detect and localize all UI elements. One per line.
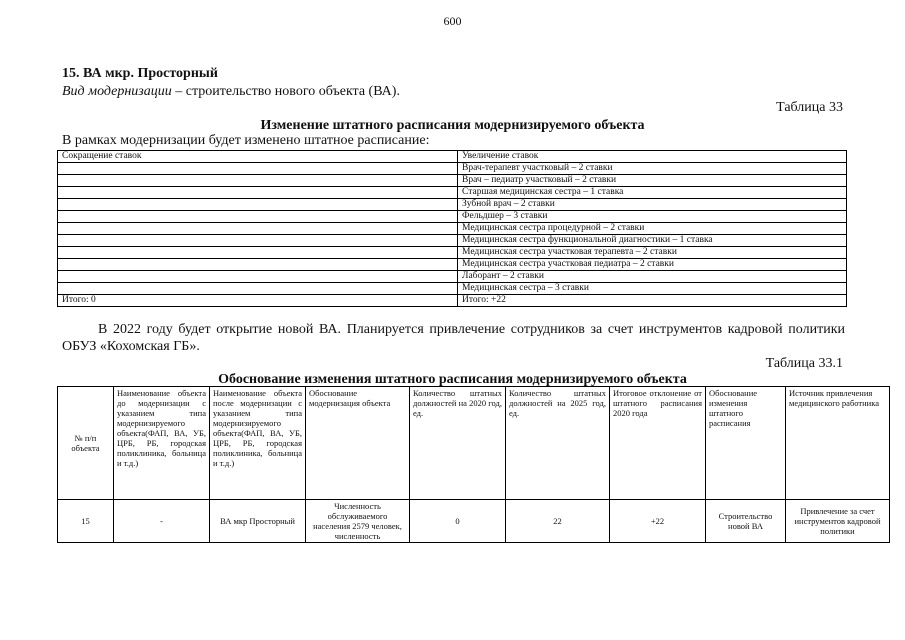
total-increase: Итого: +22 <box>458 295 847 307</box>
header-source: Источник привлечения медицинского работника <box>786 387 890 500</box>
increase-cell: Врач-терапевт участковый – 2 ставки <box>458 163 847 175</box>
increase-cell: Фельдшер – 3 ставки <box>458 211 847 223</box>
cell-source: Привлечение за счет инструментов кадровой политики <box>786 500 890 543</box>
increase-cell: Старшая медицинская сестра – 1 ставка <box>458 187 847 199</box>
reduction-cell <box>58 163 458 175</box>
cell-count-2020: 0 <box>410 500 506 543</box>
header-count-2025: Количество штатных должностей на 2025 год, ед. <box>506 387 610 500</box>
increase-cell: Лаборант – 2 ставки <box>458 271 847 283</box>
table-row <box>58 500 890 543</box>
reduction-cell <box>58 271 458 283</box>
reduction-cell <box>58 235 458 247</box>
page-number: 600 <box>443 14 462 28</box>
reduction-cell <box>58 247 458 259</box>
cell-after: ВА мкр Просторный <box>210 500 306 543</box>
reduction-cell <box>58 211 458 223</box>
table-row <box>58 211 847 223</box>
table-row <box>58 271 847 283</box>
increase-cell: Медицинская сестра процедурной – 2 ставки <box>458 223 847 235</box>
header-before: Наименование объекта до модернизации с указанием типа модернизируемого объекта(ФАП, ВА, УБ, ЦРБ, РБ, городская поликлиника, больница и т.д.) <box>114 387 210 500</box>
table-row <box>58 235 847 247</box>
table-row <box>58 283 847 295</box>
table-header-row <box>58 387 890 500</box>
header-number: № п/п объекта <box>58 387 114 500</box>
table-header-row <box>58 151 847 163</box>
table-row <box>58 223 847 235</box>
header-count-2020: Количество штатных должностей на 2020 год, ед. <box>410 387 506 500</box>
reduction-cell <box>58 223 458 235</box>
total-row <box>58 295 847 307</box>
header-after: Наименование объекта после модернизации с указанием типа модернизируемого объекта(ФАП, ВА, УБ, ЦРБ, РБ, городская поликлиника, больница и т.д.) <box>210 387 306 500</box>
header-increase: Увеличение ставок <box>458 151 847 163</box>
increase-cell: Медицинская сестра участковая педиатра – 2 ставки <box>458 259 847 271</box>
reduction-cell <box>58 259 458 271</box>
modernization-type <box>62 84 400 100</box>
table-33-1-caption: Таблица 33.1 <box>765 356 843 371</box>
reduction-cell <box>58 175 458 187</box>
cell-number: 15 <box>58 500 114 543</box>
table-33-intro: В рамках модернизации будет изменено штатное расписание: <box>62 133 430 148</box>
total-reduction: Итого: 0 <box>58 295 458 307</box>
table-33-caption: Таблица 33 <box>776 100 843 115</box>
table-33-1-title: Обоснование изменения штатного расписания модернизируемого объекта <box>218 372 687 387</box>
cell-deviation: +22 <box>610 500 706 543</box>
section-title: 15. ВА мкр. Просторный <box>62 66 218 81</box>
table-row <box>58 187 847 199</box>
cell-justification: Численность обслуживаемого населения 2579 человек, численность <box>306 500 410 543</box>
staff-change-table <box>57 150 847 307</box>
justification-table <box>57 386 890 543</box>
cell-change-reason: Строительство новой ВА <box>706 500 786 543</box>
increase-cell: Врач – педиатр участковый – 2 ставки <box>458 175 847 187</box>
increase-cell: Медицинская сестра участковая терапевта – 2 ставки <box>458 247 847 259</box>
header-change-reason: Обоснование изменения штатного расписания <box>706 387 786 500</box>
table-row <box>58 259 847 271</box>
increase-cell: Медицинская сестра – 3 ставки <box>458 283 847 295</box>
table-row <box>58 163 847 175</box>
reduction-cell <box>58 283 458 295</box>
table-33-title: Изменение штатного расписания модернизируемого объекта <box>260 118 645 133</box>
cell-before: - <box>114 500 210 543</box>
cell-count-2025: 22 <box>506 500 610 543</box>
header-justification: Обоснование модернизация объекта <box>306 387 410 500</box>
body-paragraph: В 2022 году будет открытие новой ВА. Планируется привлечение сотрудников за счет инструментов кадровой политики ОБУЗ «Кохомская ГБ». <box>62 322 845 354</box>
header-deviation: Итоговое отклонение от штатного расписания 2020 года <box>610 387 706 500</box>
table-row <box>58 247 847 259</box>
modernization-label: Вид модернизации <box>62 84 172 99</box>
table-row <box>58 199 847 211</box>
reduction-cell <box>58 199 458 211</box>
modernization-value: – строительство нового объекта (ВА). <box>171 84 400 99</box>
reduction-cell <box>58 187 458 199</box>
table-row <box>58 175 847 187</box>
header-reduction: Сокращение ставок <box>58 151 458 163</box>
increase-cell: Медицинская сестра функциональной диагностики – 1 ставка <box>458 235 847 247</box>
increase-cell: Зубной врач – 2 ставки <box>458 199 847 211</box>
